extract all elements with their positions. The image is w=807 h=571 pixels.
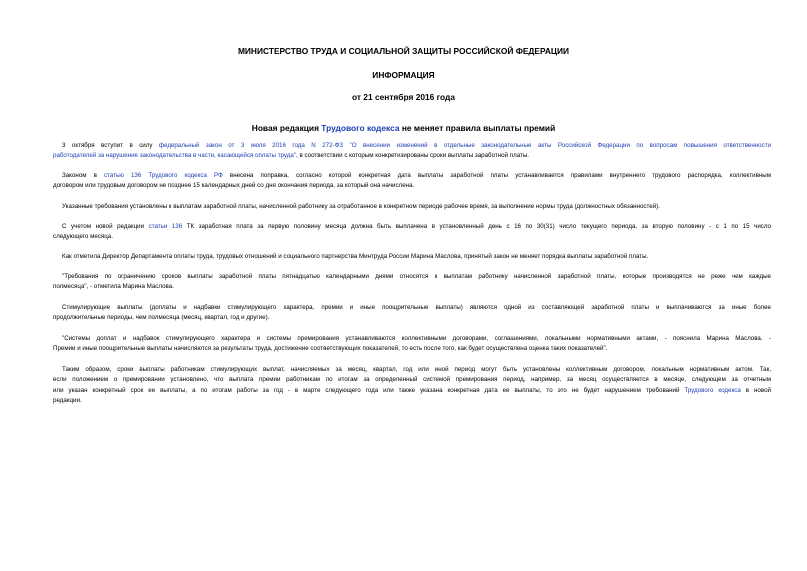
link-labor-code[interactable]: Трудового кодекса <box>684 386 741 394</box>
p2-text-start: Законом в <box>62 172 105 179</box>
p9-line-3-end: в новой <box>740 386 771 394</box>
link-article-136-short[interactable]: статьи 136 <box>148 223 183 230</box>
p2-text-mid: внесена поправка, согласно которой конкретная дата выплаты заработной платы устанавливается правилами внутреннего трудового распорядка, коллективным <box>222 172 771 179</box>
p8-line-2: Премии и иные поощрительные выплаты начисляются за результаты труда, достижение соответствующих показателей, то есть после того, как будет осуществлена оценка таких показателей". <box>53 345 608 353</box>
link-federal-law-272[interactable]: федеральный закон от 3 июля 2016 года N 272-ФЗ "О внесении изменений в отдельные законодательные акты Российской Федерации по вопросам повышения ответственности <box>158 142 771 149</box>
p9-line-1: Таким образом, сроки выплаты работникам стимулирующих выплат, начисляемых за месяц, квартал, год или иной период могут быть установлены коллективным договором, локальным нормативным актом. Так, <box>62 366 771 373</box>
link-article-136[interactable]: статью 136 Трудового кодекса РФ <box>104 172 223 179</box>
p2-line-2: договором или трудовым договором не позднее 15 календарных дней со дня окончания периода, за который она начислена. <box>53 182 415 190</box>
paragraph-3 <box>53 202 771 212</box>
p6-line-2: полмесяца", - отметила Марина Маслова. <box>53 283 174 291</box>
paragraph-5 <box>53 252 771 262</box>
paragraph-8 <box>53 334 771 355</box>
p5-line-1: Как отметила Директор Департамента оплаты труда, трудовых отношений и социального партнерства Минтруда России Марина Маслова, принятый закон не меняет порядка выплаты заработной платы. <box>62 253 649 260</box>
p6-line-1: "Требования по ограничению сроков выплаты заработной платы пятнадцатью календарными днями относятся к выплатам работнику начисленной заработной платы, которые производятся не реже чем каждые <box>62 273 771 280</box>
p8-line-1: "Системы доплат и надбавок стимулирующего характера и системы премирования устанавливаются коллективными договорами, соглашениями, локальными нормативными актами, - пояснила Марина Маслова. - <box>62 335 771 342</box>
document-date: от 21 сентября 2016 года <box>351 92 456 102</box>
p7-line-1: Стимулирующие выплаты (доплаты и надбавки стимулирующего характера, премии и иные поощрительные выплаты) являются одной из составляющей заработной платы и выплачиваются за иные более <box>62 304 771 311</box>
p9-line-3-start: или указан конкретный срок ее выплаты, а по итогам работы за год - в марте следующего года или также указана конкретная дата ее выплаты, то это не будет нарушением требований <box>53 386 685 394</box>
document-type: ИНФОРМАЦИЯ <box>372 70 435 80</box>
paragraph-7 <box>53 303 771 324</box>
p4-line-2: следующего месяца. <box>53 233 113 241</box>
paragraph-1 <box>53 141 771 162</box>
p4-text-start: С учетом новой редакции <box>62 223 149 230</box>
title-part-1: Новая редакция <box>251 123 322 133</box>
paragraph-6 <box>53 272 771 293</box>
paragraph-4 <box>53 222 771 243</box>
p1-text-start: 3 октября вступит в силу <box>62 142 159 149</box>
document-title <box>0 123 807 133</box>
paragraph-9 <box>53 365 771 407</box>
p9-line-2: если положением о премировании установлено, что выплата премии работникам по итогам за определенный системой премирования период, например, за месяц осуществляется в месяце, следующем за отчетным <box>53 376 771 384</box>
p9-line-4: редакции. <box>53 397 82 405</box>
p7-line-2: продолжительные периоды, чем полмесяца (месяц, квартал, год и другие). <box>53 314 270 322</box>
p3-line-1: Указанные требования установлены к выплатам заработной платы, начисленной работнику за отработанное в конкретном периоде рабочее время, за выполнение нормы труда (должностных обязанностей). <box>62 203 660 210</box>
paragraph-2 <box>53 171 771 192</box>
title-part-2: не меняет правила выплаты премий <box>399 123 556 133</box>
title-link-labor-code[interactable]: Трудового кодекса <box>321 123 400 133</box>
ministry-header: МИНИСТЕРСТВО ТРУДА И СОЦИАЛЬНОЙ ЗАЩИТЫ РОССИЙСКОЙ ФЕДЕРАЦИИ <box>237 46 570 56</box>
p1-text-end: , в соответствии с которым конкретизированы сроки выплаты заработной платы. <box>296 152 530 160</box>
link-federal-law-272-cont[interactable]: работодателей за нарушение законодательства в части, касающейся оплаты труда" <box>53 152 297 160</box>
p4-text-mid: ТК заработная плата за первую половину месяца должна быть выплачена в установленный день с 16 по 30(31) число текущего периода, за вторую половину - с 1 по 15 число <box>182 223 771 230</box>
